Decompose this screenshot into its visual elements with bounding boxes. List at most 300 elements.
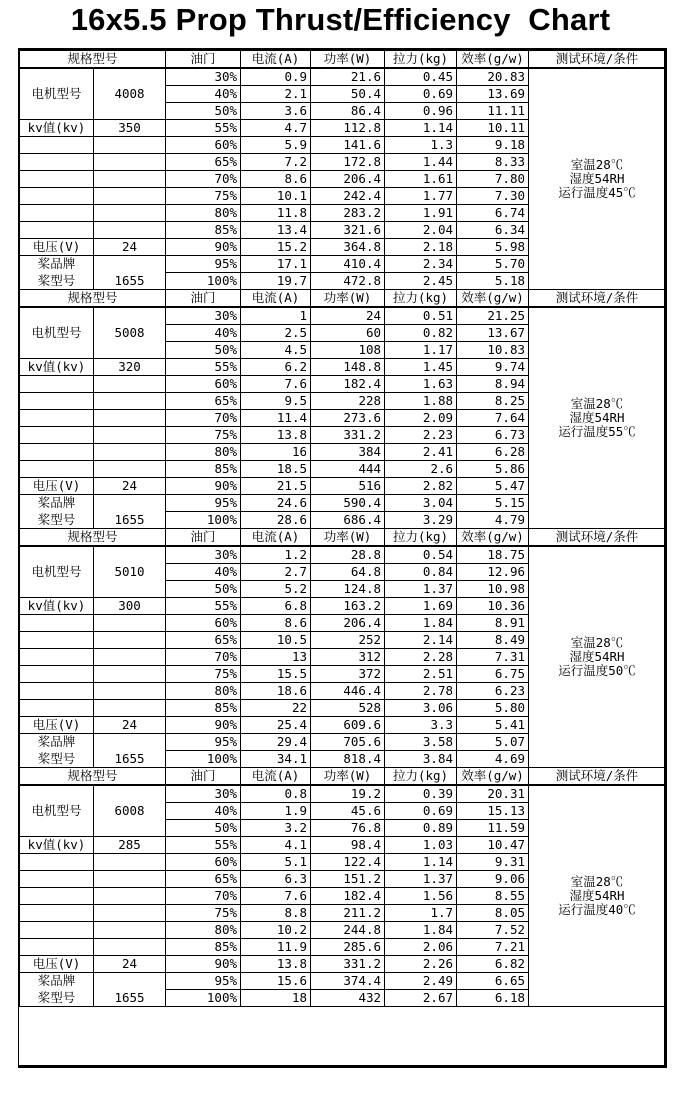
thrust-cell: 0.39 bbox=[385, 785, 457, 803]
header-power: 功率(W) bbox=[311, 50, 385, 68]
header-efficiency: 效率(g/w) bbox=[457, 290, 529, 308]
current-cell: 5.2 bbox=[241, 581, 311, 598]
throttle-cell: 55% bbox=[166, 598, 241, 615]
efficiency-cell: 8.25 bbox=[457, 393, 529, 410]
empty-label-cell bbox=[20, 188, 94, 205]
throttle-cell: 80% bbox=[166, 922, 241, 939]
throttle-cell: 85% bbox=[166, 222, 241, 239]
empty-label-cell bbox=[20, 871, 94, 888]
thrust-cell: 0.69 bbox=[385, 803, 457, 820]
thrust-cell: 2.82 bbox=[385, 478, 457, 495]
empty-value-cell bbox=[94, 683, 166, 700]
current-cell: 1.2 bbox=[241, 546, 311, 564]
current-cell: 4.5 bbox=[241, 342, 311, 359]
power-cell: 686.4 bbox=[311, 512, 385, 529]
current-cell: 8.6 bbox=[241, 615, 311, 632]
efficiency-cell: 9.74 bbox=[457, 359, 529, 376]
power-cell: 516 bbox=[311, 478, 385, 495]
empty-label-cell bbox=[20, 666, 94, 683]
voltage-value: 24 bbox=[94, 239, 166, 256]
throttle-cell: 85% bbox=[166, 461, 241, 478]
thrust-cell: 1.88 bbox=[385, 393, 457, 410]
kv-label: kv值(kv) bbox=[20, 359, 94, 376]
header-current: 电流(A) bbox=[241, 290, 311, 308]
efficiency-cell: 9.18 bbox=[457, 137, 529, 154]
current-cell: 0.8 bbox=[241, 785, 311, 803]
empty-value-cell bbox=[94, 700, 166, 717]
efficiency-cell: 8.94 bbox=[457, 376, 529, 393]
empty-label-cell bbox=[20, 410, 94, 427]
current-cell: 6.8 bbox=[241, 598, 311, 615]
efficiency-cell: 6.74 bbox=[457, 205, 529, 222]
efficiency-cell: 7.80 bbox=[457, 171, 529, 188]
test-env-line: 湿度54RH bbox=[569, 649, 625, 664]
test-env-cell bbox=[529, 785, 666, 1007]
empty-label-cell bbox=[20, 444, 94, 461]
thrust-cell: 0.82 bbox=[385, 325, 457, 342]
header-throttle: 油门 bbox=[166, 290, 241, 308]
power-cell: 242.4 bbox=[311, 188, 385, 205]
efficiency-cell: 11.11 bbox=[457, 103, 529, 120]
empty-value-cell bbox=[94, 666, 166, 683]
throttle-cell: 55% bbox=[166, 837, 241, 854]
throttle-cell: 90% bbox=[166, 717, 241, 734]
efficiency-cell: 10.98 bbox=[457, 581, 529, 598]
current-cell: 10.2 bbox=[241, 922, 311, 939]
prop-brand-label: 桨品牌 bbox=[20, 495, 94, 512]
efficiency-cell: 6.65 bbox=[457, 973, 529, 990]
thrust-cell: 3.58 bbox=[385, 734, 457, 751]
prop-brand-label: 桨品牌 bbox=[20, 973, 94, 990]
current-cell: 24.6 bbox=[241, 495, 311, 512]
header-throttle: 油门 bbox=[166, 768, 241, 786]
power-cell: 321.6 bbox=[311, 222, 385, 239]
spec-sheet bbox=[18, 48, 667, 1068]
throttle-cell: 30% bbox=[166, 307, 241, 325]
prop-model-value: 1655 bbox=[94, 990, 166, 1007]
efficiency-cell: 13.67 bbox=[457, 325, 529, 342]
empty-label-cell bbox=[20, 222, 94, 239]
power-cell: 590.4 bbox=[311, 495, 385, 512]
thrust-cell: 1.63 bbox=[385, 376, 457, 393]
empty-value-cell bbox=[94, 427, 166, 444]
motor-model-label: 电机型号 bbox=[20, 68, 94, 120]
thrust-cell: 3.06 bbox=[385, 700, 457, 717]
test-env-line: 湿度54RH bbox=[569, 888, 625, 903]
throttle-cell: 65% bbox=[166, 393, 241, 410]
current-cell: 11.4 bbox=[241, 410, 311, 427]
current-cell: 18.6 bbox=[241, 683, 311, 700]
efficiency-cell: 21.25 bbox=[457, 307, 529, 325]
thrust-cell: 0.69 bbox=[385, 86, 457, 103]
test-env-line: 室温28℃ bbox=[570, 874, 624, 889]
current-cell: 4.1 bbox=[241, 837, 311, 854]
throttle-cell: 75% bbox=[166, 188, 241, 205]
empty-value-cell bbox=[94, 939, 166, 956]
empty-value-cell bbox=[94, 444, 166, 461]
throttle-cell: 70% bbox=[166, 649, 241, 666]
empty-label-cell bbox=[20, 905, 94, 922]
power-cell: 244.8 bbox=[311, 922, 385, 939]
throttle-cell: 65% bbox=[166, 154, 241, 171]
test-env-cell bbox=[529, 307, 666, 529]
header-current: 电流(A) bbox=[241, 529, 311, 547]
empty-value-cell bbox=[94, 188, 166, 205]
test-env-line: 运行温度40℃ bbox=[558, 902, 636, 917]
thrust-cell: 2.04 bbox=[385, 222, 457, 239]
throttle-cell: 75% bbox=[166, 427, 241, 444]
empty-value-cell bbox=[94, 854, 166, 871]
prop-brand-value bbox=[94, 495, 166, 512]
thrust-cell: 2.09 bbox=[385, 410, 457, 427]
empty-value-cell bbox=[94, 171, 166, 188]
empty-value-cell bbox=[94, 632, 166, 649]
thrust-cell: 2.41 bbox=[385, 444, 457, 461]
current-cell: 10.5 bbox=[241, 632, 311, 649]
empty-value-cell bbox=[94, 461, 166, 478]
voltage-label: 电压(V) bbox=[20, 717, 94, 734]
throttle-cell: 95% bbox=[166, 973, 241, 990]
header-test-env: 测试环境/条件 bbox=[529, 290, 666, 308]
kv-value: 350 bbox=[94, 120, 166, 137]
efficiency-cell: 15.13 bbox=[457, 803, 529, 820]
thrust-cell: 1.77 bbox=[385, 188, 457, 205]
current-cell: 9.5 bbox=[241, 393, 311, 410]
throttle-cell: 100% bbox=[166, 751, 241, 768]
efficiency-cell: 4.79 bbox=[457, 512, 529, 529]
thrust-cell: 0.89 bbox=[385, 820, 457, 837]
thrust-cell: 1.37 bbox=[385, 581, 457, 598]
efficiency-cell: 6.82 bbox=[457, 956, 529, 973]
efficiency-cell: 6.73 bbox=[457, 427, 529, 444]
thrust-cell: 1.44 bbox=[385, 154, 457, 171]
power-cell: 24 bbox=[311, 307, 385, 325]
test-env-line: 室温28℃ bbox=[570, 157, 624, 172]
motor-model-value: 6008 bbox=[94, 785, 166, 837]
empty-label-cell bbox=[20, 461, 94, 478]
power-cell: 21.6 bbox=[311, 68, 385, 86]
efficiency-cell: 7.31 bbox=[457, 649, 529, 666]
current-cell: 3.2 bbox=[241, 820, 311, 837]
power-cell: 112.8 bbox=[311, 120, 385, 137]
throttle-cell: 60% bbox=[166, 615, 241, 632]
efficiency-cell: 10.36 bbox=[457, 598, 529, 615]
thrust-cell: 2.06 bbox=[385, 939, 457, 956]
thrust-cell: 2.18 bbox=[385, 239, 457, 256]
header-power: 功率(W) bbox=[311, 290, 385, 308]
kv-label: kv值(kv) bbox=[20, 120, 94, 137]
header-efficiency: 效率(g/w) bbox=[457, 529, 529, 547]
test-env-line: 湿度54RH bbox=[569, 410, 625, 425]
header-row bbox=[20, 768, 666, 786]
thrust-cell: 1.37 bbox=[385, 871, 457, 888]
thrust-cell: 0.45 bbox=[385, 68, 457, 86]
current-cell: 16 bbox=[241, 444, 311, 461]
throttle-cell: 90% bbox=[166, 239, 241, 256]
test-env-cell bbox=[529, 546, 666, 768]
empty-value-cell bbox=[94, 222, 166, 239]
prop-brand-value bbox=[94, 734, 166, 751]
thrust-cell: 1.84 bbox=[385, 615, 457, 632]
efficiency-cell: 8.55 bbox=[457, 888, 529, 905]
thrust-cell: 2.6 bbox=[385, 461, 457, 478]
power-cell: 206.4 bbox=[311, 171, 385, 188]
empty-label-cell bbox=[20, 376, 94, 393]
current-cell: 29.4 bbox=[241, 734, 311, 751]
header-spec-model: 规格型号 bbox=[20, 529, 166, 547]
power-cell: 372 bbox=[311, 666, 385, 683]
throttle-cell: 40% bbox=[166, 564, 241, 581]
current-cell: 3.6 bbox=[241, 103, 311, 120]
efficiency-cell: 4.69 bbox=[457, 751, 529, 768]
current-cell: 11.9 bbox=[241, 939, 311, 956]
current-cell: 5.1 bbox=[241, 854, 311, 871]
motor-model-label: 电机型号 bbox=[20, 546, 94, 598]
thrust-cell: 3.29 bbox=[385, 512, 457, 529]
throttle-cell: 70% bbox=[166, 171, 241, 188]
thrust-cell: 1.69 bbox=[385, 598, 457, 615]
efficiency-cell: 9.31 bbox=[457, 854, 529, 871]
prop-brand-value bbox=[94, 256, 166, 273]
throttle-cell: 40% bbox=[166, 325, 241, 342]
power-cell: 122.4 bbox=[311, 854, 385, 871]
power-cell: 410.4 bbox=[311, 256, 385, 273]
throttle-cell: 30% bbox=[166, 546, 241, 564]
throttle-cell: 65% bbox=[166, 871, 241, 888]
thrust-cell: 2.23 bbox=[385, 427, 457, 444]
header-power: 功率(W) bbox=[311, 529, 385, 547]
kv-label: kv值(kv) bbox=[20, 598, 94, 615]
voltage-label: 电压(V) bbox=[20, 239, 94, 256]
efficiency-cell: 6.28 bbox=[457, 444, 529, 461]
efficiency-cell: 6.34 bbox=[457, 222, 529, 239]
power-cell: 528 bbox=[311, 700, 385, 717]
empty-value-cell bbox=[94, 137, 166, 154]
prop-model-value: 1655 bbox=[94, 512, 166, 529]
empty-value-cell bbox=[94, 205, 166, 222]
power-cell: 252 bbox=[311, 632, 385, 649]
throttle-cell: 75% bbox=[166, 905, 241, 922]
thrust-cell: 1.56 bbox=[385, 888, 457, 905]
power-cell: 285.6 bbox=[311, 939, 385, 956]
empty-label-cell bbox=[20, 854, 94, 871]
throttle-cell: 70% bbox=[166, 410, 241, 427]
header-spec-model: 规格型号 bbox=[20, 50, 166, 68]
power-cell: 206.4 bbox=[311, 615, 385, 632]
efficiency-cell: 7.21 bbox=[457, 939, 529, 956]
empty-label-cell bbox=[20, 649, 94, 666]
thrust-cell: 2.49 bbox=[385, 973, 457, 990]
current-cell: 15.6 bbox=[241, 973, 311, 990]
throttle-cell: 60% bbox=[166, 376, 241, 393]
efficiency-cell: 20.31 bbox=[457, 785, 529, 803]
power-cell: 374.4 bbox=[311, 973, 385, 990]
thrust-cell: 1.14 bbox=[385, 120, 457, 137]
thrust-cell: 3.84 bbox=[385, 751, 457, 768]
throttle-cell: 100% bbox=[166, 990, 241, 1007]
throttle-cell: 40% bbox=[166, 803, 241, 820]
header-spec-model: 规格型号 bbox=[20, 768, 166, 786]
throttle-cell: 30% bbox=[166, 68, 241, 86]
efficiency-cell: 5.15 bbox=[457, 495, 529, 512]
header-throttle: 油门 bbox=[166, 529, 241, 547]
header-throttle: 油门 bbox=[166, 50, 241, 68]
power-cell: 446.4 bbox=[311, 683, 385, 700]
power-cell: 172.8 bbox=[311, 154, 385, 171]
power-cell: 705.6 bbox=[311, 734, 385, 751]
efficiency-cell: 5.47 bbox=[457, 478, 529, 495]
table-body bbox=[20, 50, 666, 1007]
voltage-value: 24 bbox=[94, 717, 166, 734]
power-cell: 86.4 bbox=[311, 103, 385, 120]
voltage-label: 电压(V) bbox=[20, 956, 94, 973]
efficiency-cell: 6.75 bbox=[457, 666, 529, 683]
motor-model-value: 5010 bbox=[94, 546, 166, 598]
efficiency-cell: 18.75 bbox=[457, 546, 529, 564]
efficiency-cell: 8.05 bbox=[457, 905, 529, 922]
header-row bbox=[20, 290, 666, 308]
throttle-cell: 60% bbox=[166, 137, 241, 154]
test-env-line: 运行温度50℃ bbox=[558, 663, 636, 678]
thrust-cell: 0.96 bbox=[385, 103, 457, 120]
current-cell: 25.4 bbox=[241, 717, 311, 734]
current-cell: 1.9 bbox=[241, 803, 311, 820]
throttle-cell: 100% bbox=[166, 273, 241, 290]
prop-model-value: 1655 bbox=[94, 751, 166, 768]
thrust-cell: 1.45 bbox=[385, 359, 457, 376]
chart-title: 16x5.5 Prop Thrust/Efficiency Chart bbox=[70, 2, 611, 37]
voltage-label: 电压(V) bbox=[20, 478, 94, 495]
throttle-cell: 30% bbox=[166, 785, 241, 803]
throttle-cell: 60% bbox=[166, 854, 241, 871]
efficiency-cell: 5.80 bbox=[457, 700, 529, 717]
efficiency-cell: 6.23 bbox=[457, 683, 529, 700]
empty-value-cell bbox=[94, 888, 166, 905]
empty-label-cell bbox=[20, 393, 94, 410]
thrust-cell: 2.14 bbox=[385, 632, 457, 649]
throttle-cell: 95% bbox=[166, 256, 241, 273]
efficiency-cell: 11.59 bbox=[457, 820, 529, 837]
kv-value: 320 bbox=[94, 359, 166, 376]
current-cell: 18 bbox=[241, 990, 311, 1007]
thrust-cell: 1.61 bbox=[385, 171, 457, 188]
thrust-cell: 1.84 bbox=[385, 922, 457, 939]
power-cell: 50.4 bbox=[311, 86, 385, 103]
empty-label-cell bbox=[20, 137, 94, 154]
thrust-cell: 2.45 bbox=[385, 273, 457, 290]
throttle-cell: 75% bbox=[166, 666, 241, 683]
power-cell: 182.4 bbox=[311, 376, 385, 393]
current-cell: 8.8 bbox=[241, 905, 311, 922]
prop-model-value: 1655 bbox=[94, 273, 166, 290]
empty-value-cell bbox=[94, 410, 166, 427]
power-cell: 331.2 bbox=[311, 956, 385, 973]
efficiency-cell: 5.07 bbox=[457, 734, 529, 751]
voltage-value: 24 bbox=[94, 956, 166, 973]
power-cell: 364.8 bbox=[311, 239, 385, 256]
efficiency-cell: 7.30 bbox=[457, 188, 529, 205]
power-cell: 609.6 bbox=[311, 717, 385, 734]
table-row bbox=[20, 546, 666, 564]
efficiency-cell: 7.52 bbox=[457, 922, 529, 939]
efficiency-cell: 9.06 bbox=[457, 871, 529, 888]
current-cell: 7.6 bbox=[241, 888, 311, 905]
efficiency-cell: 12.96 bbox=[457, 564, 529, 581]
efficiency-cell: 10.11 bbox=[457, 120, 529, 137]
prop-model-label: 桨型号 bbox=[20, 751, 94, 768]
empty-value-cell bbox=[94, 905, 166, 922]
empty-value-cell bbox=[94, 922, 166, 939]
test-env-cell bbox=[529, 68, 666, 290]
thrust-cell: 1.03 bbox=[385, 837, 457, 854]
empty-label-cell bbox=[20, 205, 94, 222]
thrust-cell: 1.17 bbox=[385, 342, 457, 359]
current-cell: 2.1 bbox=[241, 86, 311, 103]
voltage-value: 24 bbox=[94, 478, 166, 495]
empty-label-cell bbox=[20, 154, 94, 171]
current-cell: 8.6 bbox=[241, 171, 311, 188]
power-cell: 384 bbox=[311, 444, 385, 461]
empty-label-cell bbox=[20, 171, 94, 188]
power-cell: 151.2 bbox=[311, 871, 385, 888]
empty-label-cell bbox=[20, 632, 94, 649]
throttle-cell: 95% bbox=[166, 734, 241, 751]
throttle-cell: 50% bbox=[166, 342, 241, 359]
current-cell: 13.4 bbox=[241, 222, 311, 239]
current-cell: 34.1 bbox=[241, 751, 311, 768]
power-cell: 182.4 bbox=[311, 888, 385, 905]
empty-label-cell bbox=[20, 888, 94, 905]
current-cell: 7.2 bbox=[241, 154, 311, 171]
header-row bbox=[20, 50, 666, 68]
empty-label-cell bbox=[20, 427, 94, 444]
empty-value-cell bbox=[94, 615, 166, 632]
efficiency-cell: 8.91 bbox=[457, 615, 529, 632]
current-cell: 15.2 bbox=[241, 239, 311, 256]
thrust-cell: 2.28 bbox=[385, 649, 457, 666]
throttle-cell: 85% bbox=[166, 939, 241, 956]
power-cell: 108 bbox=[311, 342, 385, 359]
test-env-line: 运行温度55℃ bbox=[558, 424, 636, 439]
empty-value-cell bbox=[94, 376, 166, 393]
prop-brand-label: 桨品牌 bbox=[20, 256, 94, 273]
empty-value-cell bbox=[94, 393, 166, 410]
throttle-cell: 50% bbox=[166, 103, 241, 120]
current-cell: 13 bbox=[241, 649, 311, 666]
current-cell: 15.5 bbox=[241, 666, 311, 683]
current-cell: 6.2 bbox=[241, 359, 311, 376]
motor-model-value: 4008 bbox=[94, 68, 166, 120]
header-thrust: 拉力(kg) bbox=[385, 529, 457, 547]
efficiency-cell: 5.18 bbox=[457, 273, 529, 290]
current-cell: 17.1 bbox=[241, 256, 311, 273]
efficiency-cell: 8.49 bbox=[457, 632, 529, 649]
throttle-cell: 80% bbox=[166, 444, 241, 461]
prop-brand-value bbox=[94, 973, 166, 990]
empty-label-cell bbox=[20, 700, 94, 717]
current-cell: 2.5 bbox=[241, 325, 311, 342]
current-cell: 21.5 bbox=[241, 478, 311, 495]
empty-label-cell bbox=[20, 615, 94, 632]
test-env-line: 室温28℃ bbox=[570, 635, 624, 650]
header-current: 电流(A) bbox=[241, 50, 311, 68]
throttle-cell: 90% bbox=[166, 956, 241, 973]
prop-model-label: 桨型号 bbox=[20, 512, 94, 529]
efficiency-cell: 20.83 bbox=[457, 68, 529, 86]
current-cell: 13.8 bbox=[241, 427, 311, 444]
current-cell: 13.8 bbox=[241, 956, 311, 973]
thrust-cell: 1.3 bbox=[385, 137, 457, 154]
